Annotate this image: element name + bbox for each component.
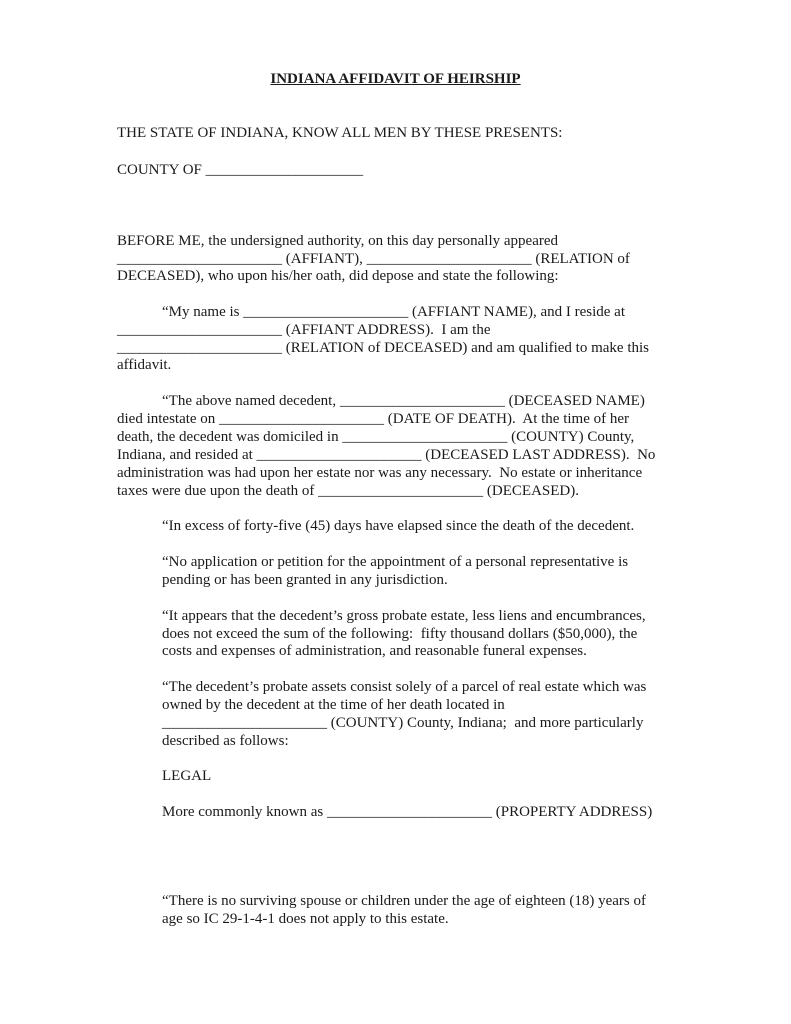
decedent-line-2: died intestate on ______________________ (DATE OF DEATH). At the time of her	[117, 411, 630, 427]
my-name-line-3: ______________________ (RELATION of DECEASED) and am qualified to make this	[117, 340, 650, 356]
my-name-line-1: “My name is ______________________ (AFFIANT NAME), and I reside at	[162, 304, 626, 320]
probate-assets-line-4: described as follows:	[162, 733, 289, 749]
probate-assets-line-3: ______________________ (COUNTY) County, Indiana; and more particularly	[162, 715, 644, 731]
probate-assets-line-2: owned by the decedent at the time of her death located in	[162, 697, 505, 713]
before-me-line-3: DECEASED), who upon his/her oath, did depose and state the following:	[117, 268, 559, 284]
decedent-line-6: taxes were due upon the death of ______________________ (DECEASED).	[117, 483, 579, 499]
before-me-line-2: ______________________ (AFFIANT), ______________________ (RELATION of	[117, 251, 630, 267]
state-line: THE STATE OF INDIANA, KNOW ALL MEN BY THESE PRESENTS:	[117, 125, 563, 141]
gross-estate-line-2: does not exceed the sum of the following: fifty thousand dollars ($50,000), the	[162, 626, 638, 642]
known-as-line: More commonly known as ______________________ (PROPERTY ADDRESS)	[162, 804, 653, 820]
document-title: INDIANA AFFIDAVIT OF HEIRSHIP	[270, 71, 521, 87]
legal-label: LEGAL	[162, 768, 212, 784]
decedent-line-4: Indiana, and resided at ______________________ (DECEASED LAST ADDRESS). No	[117, 447, 656, 463]
no-spouse-line-2: age so IC 29-1-4-1 does not apply to this estate.	[162, 911, 449, 927]
gross-estate-line-3: costs and expenses of administration, and reasonable funeral expenses.	[162, 643, 587, 659]
my-name-line-2: ______________________ (AFFIANT ADDRESS). I am the	[117, 322, 491, 338]
county-line: COUNTY OF _____________________	[117, 162, 364, 178]
before-me-line-1: BEFORE ME, the undersigned authority, on this day personally appeared	[117, 233, 559, 249]
my-name-line-4: affidavit.	[117, 357, 172, 373]
decedent-line-1: “The above named decedent, ______________________ (DECEASED NAME)	[162, 393, 645, 409]
decedent-line-3: death, the decedent was domiciled in ______________________ (COUNTY) County,	[117, 429, 635, 445]
decedent-line-5: administration was had upon her estate nor was any necessary. No estate or inheritance	[117, 465, 643, 481]
gross-estate-line-1: “It appears that the decedent’s gross probate estate, less liens and encumbrances,	[162, 608, 646, 624]
no-application-line-1: “No application or petition for the appointment of a personal representative is	[162, 554, 629, 570]
excess-paragraph: “In excess of forty-five (45) days have elapsed since the death of the decedent.	[162, 518, 635, 534]
no-application-line-2: pending or has been granted in any jurisdiction.	[162, 572, 448, 588]
probate-assets-line-1: “The decedent’s probate assets consist solely of a parcel of real estate which was	[162, 679, 647, 695]
no-spouse-line-1: “There is no surviving spouse or children under the age of eighteen (18) years of	[162, 893, 647, 909]
